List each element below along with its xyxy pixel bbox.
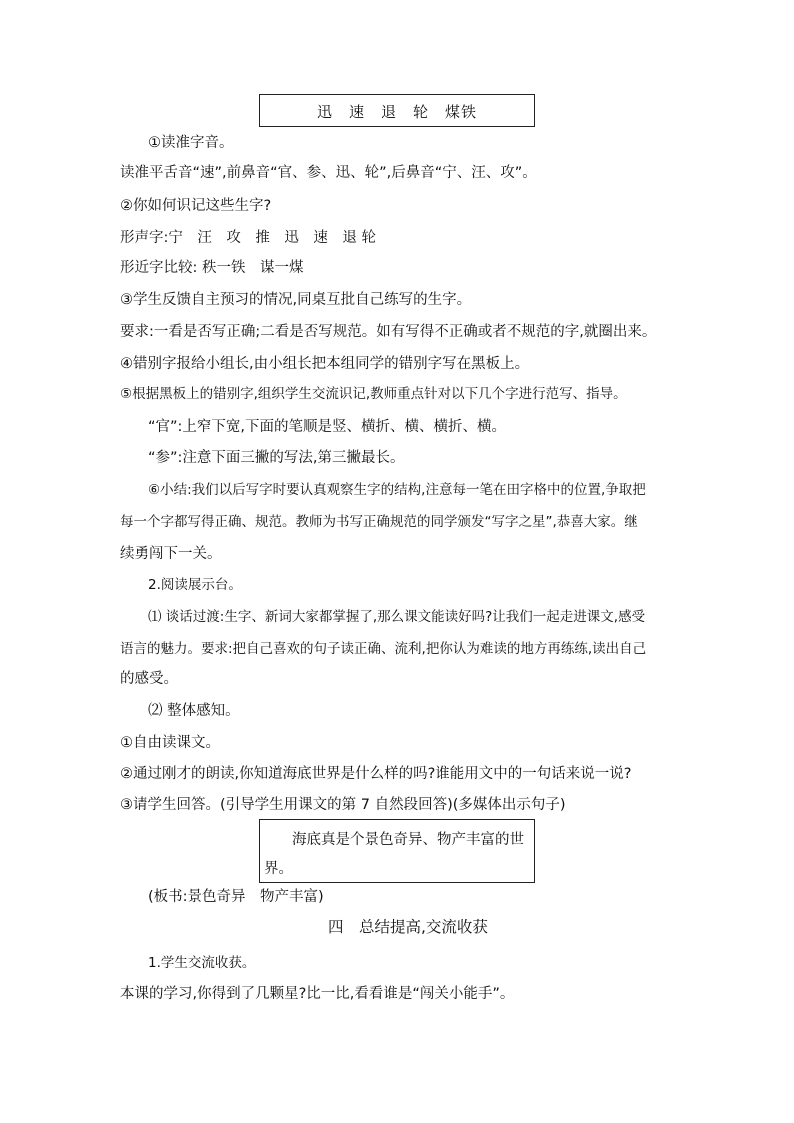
quote-line-1: 海底真是个景色奇异、物产丰富的世 [292, 832, 524, 848]
similar-characters: 形近字比较: 秩一铁 谋一煤 [120, 260, 304, 276]
requirement: 要求:一看是否写正确;二看是否写规范。如有写得不正确或者不规范的字,就圈出来。 [120, 324, 657, 340]
step-teacher-guide: ⑤根据黑板上的错别字,组织学生交流识记,教师重点针对以下几个字进行范写、指导。 [120, 386, 627, 402]
note-can: “参”:注意下面三撇的写法,第三撇最长。 [148, 450, 405, 466]
step-feedback: ③学生反馈自主预习的情况,同桌互批自己练写的生字。 [120, 292, 472, 308]
step-read-pronunciation: ①读准字音。 [148, 135, 234, 151]
overall-perception: ⑵ 整体感知。 [148, 703, 240, 719]
transition-line-1: ⑴ 谈话过渡:生字、新词大家都掌握了,那么课文能读好吗?让我们一起走进课文,感受 [148, 609, 646, 625]
free-reading: ①自由读课文。 [120, 735, 220, 751]
step-report-errors: ④错别字报给小组长,由小组长把本组同学的错别字写在黑板上。 [120, 356, 530, 372]
pronunciation-detail: 读准平舌音“速”,前鼻音“官、参、迅、轮”,后鼻音“宁、汪、攻”。 [120, 165, 537, 181]
new-characters: 迅 速 退 轮 煤铁 [316, 103, 477, 121]
step-memorize: ②你如何识记这些生字? [120, 198, 272, 214]
blackboard-note: (板书:景色奇异 物产丰富) [148, 889, 324, 905]
exchange-gains: 1.学生交流收获。 [148, 955, 256, 971]
transition-line-2: 语言的魅力。要求:把自己喜欢的句子读正确、流利,把你认为难读的地方再练练,读出自己 [120, 641, 647, 657]
question-line: ②通过刚才的朗读,你知道海底世界是什么样的吗?谁能用文中的一句话来说一说? [120, 766, 632, 782]
quote-line-2: 界。 [264, 861, 293, 877]
summary-line-1: ⑥小结:我们以后写字时要认真观察生字的结构,注意每一笔在田字格中的位置,争取把 [148, 482, 646, 498]
reading-showcase: 2.阅读展示台。 [148, 577, 242, 593]
summary-line-2: 每一个字都写得正确、规范。教师为书写正确规范的同学颁发“写字之星”,恭喜大家。继 [120, 514, 638, 530]
student-answer-line: ③请学生回答。(引导学生用课文的第 7 自然段回答)(多媒体出示句子) [120, 797, 566, 813]
transition-line-3: 的感受。 [120, 671, 178, 687]
closing-question: 本课的学习,你得到了几颗星?比一比,看看谁是“闯关小能手”。 [120, 986, 515, 1002]
section-heading: 四 总结提高,交流收获 [328, 918, 488, 936]
new-characters-box [259, 94, 535, 127]
summary-line-3: 续勇闯下一关。 [120, 546, 222, 562]
phonetic-characters: 形声字:宁 汪 攻 推 迅 速 退 轮 [120, 230, 376, 246]
note-guan: “官”:上窄下宽,下面的笔顺是竖、横折、横、横折、横。 [148, 419, 507, 435]
quote-box [259, 819, 535, 883]
